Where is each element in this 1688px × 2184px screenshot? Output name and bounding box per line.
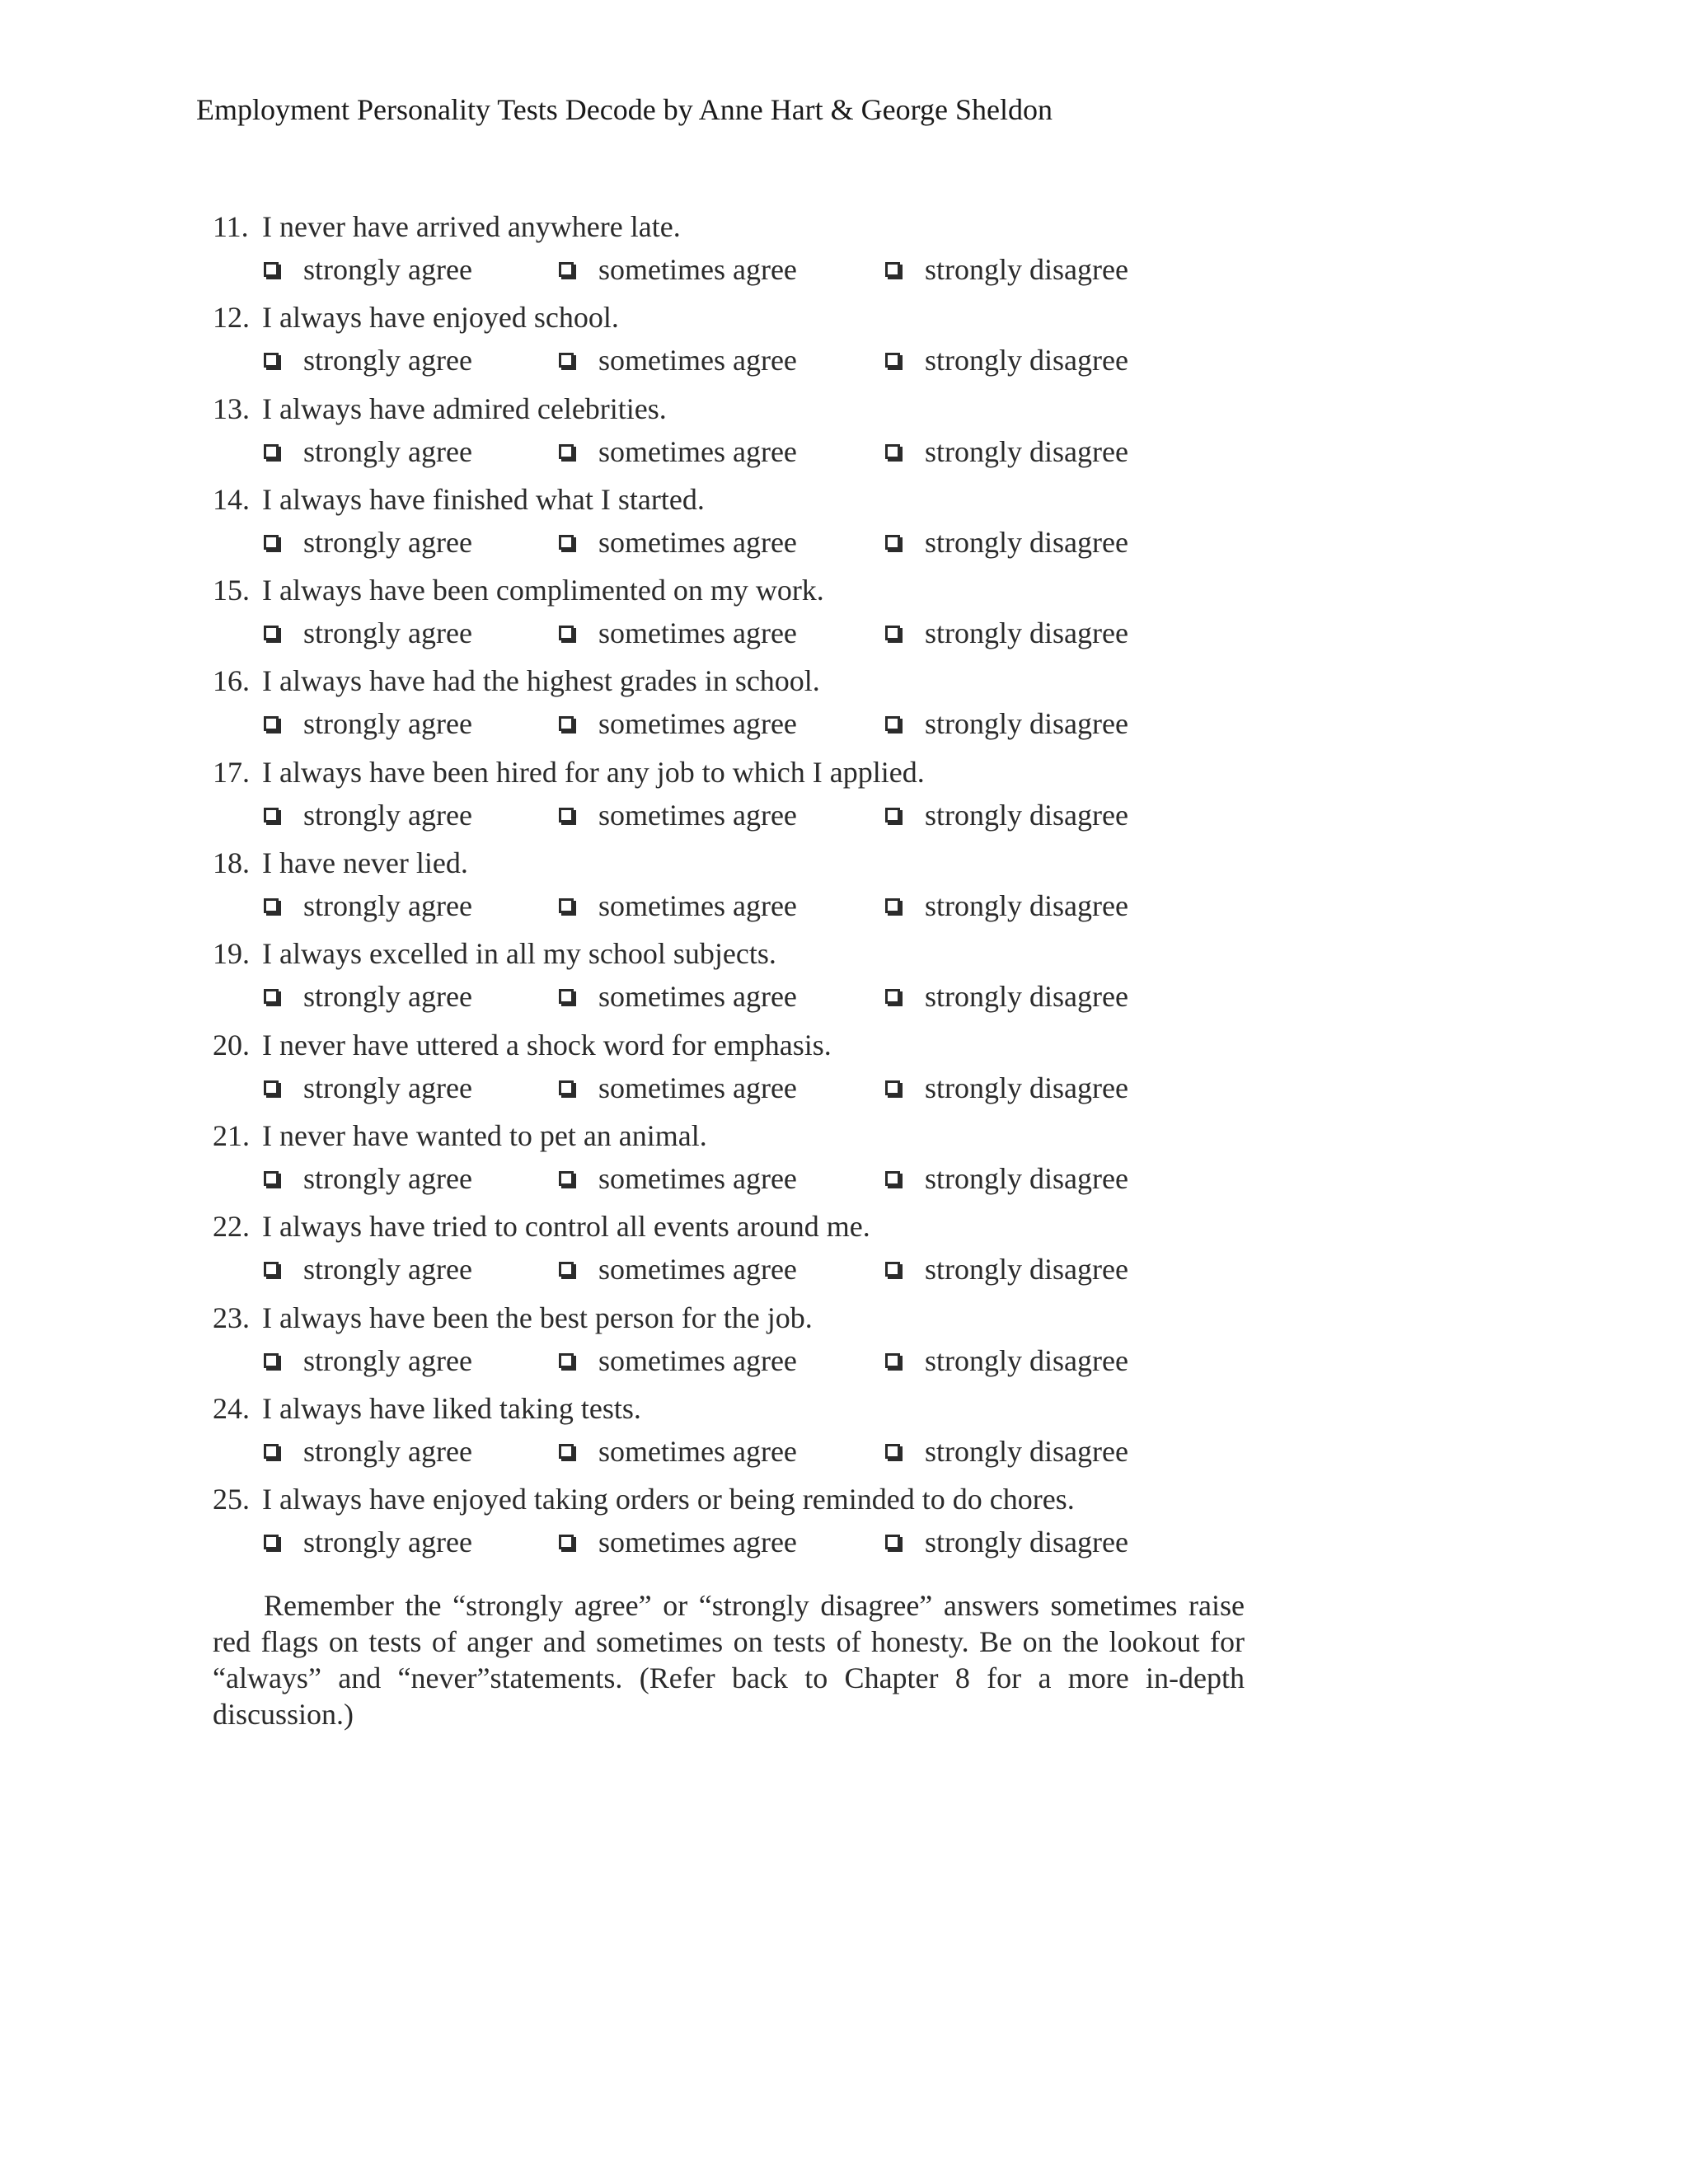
answer-option[interactable] [885,1525,1128,1559]
answer-option[interactable] [885,798,1128,832]
question-statement: I always have enjoyed taking orders or being reminded to do chores. [262,1483,1075,1516]
answer-option[interactable] [559,1252,797,1286]
question-statement: I always have liked taking tests. [262,1391,641,1425]
question-number: 12. [213,301,250,335]
checkbox-icon[interactable] [264,1353,279,1368]
question-number: 20. [213,1028,250,1062]
checkbox-icon[interactable] [885,716,900,731]
answer-options [213,343,1284,379]
answer-option-label: strongly agree [303,1161,472,1195]
question-number: 15. [213,574,250,607]
question-item [213,1297,1284,1388]
question-statement: I always have had the highest grades in school. [262,664,820,698]
checkbox-icon[interactable] [559,262,574,277]
answer-option-label: sometimes agree [598,344,797,377]
checkbox-icon[interactable] [885,989,900,1004]
question-number: 23. [213,1301,250,1334]
checkbox-icon[interactable] [264,898,279,913]
answer-option-label: strongly disagree [925,344,1128,377]
answer-option[interactable] [559,1161,797,1196]
checkbox-icon[interactable] [559,1080,574,1095]
answer-option-label: sometimes agree [598,434,797,468]
checkbox-icon[interactable] [264,1080,279,1095]
checkbox-icon[interactable] [264,1535,279,1549]
answer-option-label: strongly disagree [925,1253,1128,1286]
checkbox-icon[interactable] [264,989,279,1004]
page-header: Employment Personality Tests Decode by Anne Hart & George Sheldon [196,93,1053,126]
checkbox-icon[interactable] [559,1262,574,1277]
answer-options [213,1343,1284,1380]
answer-option[interactable] [885,525,1128,560]
checkbox-icon[interactable] [264,1171,279,1186]
question-number: 19. [213,937,250,971]
answer-option[interactable] [885,434,1128,469]
answer-options [213,525,1284,561]
question-text [213,391,667,426]
answer-option[interactable] [264,252,472,287]
question-text [213,482,705,517]
answer-option[interactable] [559,798,797,832]
answer-option-label: strongly agree [303,616,472,650]
question-statement: I never have wanted to pet an animal. [262,1118,707,1152]
answer-option-label: strongly agree [303,344,472,377]
answer-option[interactable] [264,798,472,832]
question-text [213,755,925,790]
question-text [213,1118,707,1153]
answer-option-label: strongly agree [303,1526,472,1559]
checkbox-icon[interactable] [885,1535,900,1549]
question-item [213,752,1284,842]
checkbox-icon[interactable] [264,535,279,550]
answer-option-label: strongly agree [303,253,472,286]
answer-options [213,616,1284,652]
answer-option[interactable] [264,706,472,741]
question-text [213,1028,832,1062]
question-number: 16. [213,664,250,698]
answer-option-label: strongly disagree [925,889,1128,923]
checkbox-icon[interactable] [885,444,900,459]
answer-option[interactable] [559,434,797,469]
answer-option-label: sometimes agree [598,889,797,923]
answer-option-label: strongly agree [303,798,472,832]
answer-option[interactable] [559,1071,797,1105]
answer-option-label: sometimes agree [598,1526,797,1559]
answer-option[interactable] [559,1343,797,1378]
checkbox-icon[interactable] [559,535,574,550]
answer-option[interactable] [559,979,797,1014]
question-item [213,1206,1284,1296]
checkbox-icon[interactable] [264,353,279,368]
answer-option[interactable] [559,343,797,377]
question-number: 11. [213,210,249,243]
checkbox-icon[interactable] [885,1080,900,1095]
checkbox-icon[interactable] [885,1171,900,1186]
checkbox-icon[interactable] [885,808,900,823]
checkbox-icon[interactable] [885,262,900,277]
answer-option[interactable] [264,525,472,560]
question-text [213,300,619,335]
answer-option[interactable] [264,1161,472,1196]
answer-option-label: strongly agree [303,1071,472,1104]
answer-option[interactable] [264,343,472,377]
question-item [213,297,1284,387]
answer-options [213,888,1284,925]
answer-option-label: strongly disagree [925,1343,1128,1377]
answer-options [213,979,1284,1015]
question-number: 22. [213,1210,250,1244]
checkbox-icon[interactable] [885,535,900,550]
answer-option[interactable] [885,1252,1128,1286]
question-item [213,1115,1284,1206]
checkbox-icon[interactable] [559,1535,574,1549]
answer-option-label: sometimes agree [598,798,797,832]
checkbox-icon[interactable] [559,898,574,913]
checkbox-icon[interactable] [264,444,279,459]
checkbox-icon[interactable] [264,1262,279,1277]
checkbox-icon[interactable] [885,1262,900,1277]
answer-option-label: strongly disagree [925,1434,1128,1468]
answer-option[interactable] [264,888,472,923]
question-statement: I always have been hired for any job to which I applied. [262,755,925,789]
answer-option-label: strongly agree [303,1253,472,1286]
answer-option[interactable] [559,616,797,650]
answer-option-label: strongly disagree [925,434,1128,468]
question-statement: I always excelled in all my school subjects. [262,937,776,971]
question-statement: I never have arrived anywhere late. [262,210,681,243]
question-number: 18. [213,846,250,880]
answer-options [213,1161,1284,1197]
checkbox-icon[interactable] [559,1444,574,1459]
checkbox-icon[interactable] [264,626,279,640]
answer-option[interactable] [885,706,1128,741]
answer-option-label: sometimes agree [598,980,797,1014]
answer-option-label: strongly disagree [925,1161,1128,1195]
answer-option-label: sometimes agree [598,707,797,741]
answer-option-label: strongly disagree [925,616,1128,650]
answer-option[interactable] [885,616,1128,650]
answer-option-label: sometimes agree [598,253,797,286]
answer-option[interactable] [559,706,797,741]
checkbox-icon[interactable] [264,1444,279,1459]
question-statement: I always have been the best person for the job. [262,1301,813,1334]
answer-option[interactable] [559,252,797,287]
question-statement: I always have enjoyed school. [262,301,619,335]
answer-option[interactable] [885,1161,1128,1196]
answer-option[interactable] [885,1071,1128,1105]
question-statement: I always have been complimented on my work. [262,574,824,607]
question-item [213,1388,1284,1479]
answer-option[interactable] [264,1343,472,1378]
answer-option-label: sometimes agree [598,1253,797,1286]
answer-option-label: strongly agree [303,1434,472,1468]
question-text [213,846,468,880]
answer-option[interactable] [885,343,1128,377]
answer-option-label: strongly agree [303,1343,472,1377]
question-number: 24. [213,1391,250,1425]
answer-option-label: strongly agree [303,889,472,923]
checkbox-icon[interactable] [264,262,279,277]
question-number: 21. [213,1118,250,1152]
answer-option[interactable] [885,1434,1128,1469]
checkbox-icon[interactable] [885,353,900,368]
question-text [213,1209,870,1244]
answer-option-label: sometimes agree [598,1343,797,1377]
checkbox-icon[interactable] [885,1444,900,1459]
answer-option-label: sometimes agree [598,525,797,559]
answer-option-label: strongly agree [303,707,472,741]
question-item [213,1479,1284,1569]
question-text [213,1482,1075,1516]
answer-option-label: strongly agree [303,980,472,1014]
question-text [213,573,824,607]
checkbox-icon[interactable] [559,444,574,459]
answer-option[interactable] [885,979,1128,1014]
answer-option[interactable] [264,1071,472,1105]
answer-options [213,1525,1284,1561]
answer-options [213,1434,1284,1470]
answer-option-label: strongly disagree [925,1071,1128,1104]
question-list [213,206,1284,1569]
answer-option-label: strongly disagree [925,798,1128,832]
answer-option-label: sometimes agree [598,1071,797,1104]
question-text [213,209,681,244]
question-item [213,933,1284,1024]
answer-option[interactable] [559,1434,797,1469]
checkbox-icon[interactable] [559,716,574,731]
question-number: 14. [213,482,250,516]
answer-option[interactable] [264,616,472,650]
answer-options [213,434,1284,471]
question-number: 17. [213,755,250,789]
answer-option-label: strongly disagree [925,525,1128,559]
question-statement: I never have uttered a shock word for emphasis. [262,1028,832,1062]
answer-options [213,1252,1284,1288]
answer-option[interactable] [885,1343,1128,1378]
answer-option-label: strongly disagree [925,1526,1128,1559]
question-statement: I always have tried to control all events around me. [262,1210,870,1244]
question-number: 13. [213,391,250,425]
checkbox-icon[interactable] [559,353,574,368]
answer-option[interactable] [885,888,1128,923]
answer-option-label: strongly disagree [925,707,1128,741]
answer-option-label: sometimes agree [598,616,797,650]
answer-option-label: sometimes agree [598,1161,797,1195]
question-item [213,569,1284,660]
closing-paragraph: Remember the “strongly agree” or “strongly disagree” answers sometimes raise red flags on tests of anger and sometimes on tests of honesty. Be on the lookout for “always” and “never”statements. (Refer back to Chapter 8 for a more in-depth discussion.) [213,1589,1245,1731]
checkbox-icon[interactable] [264,716,279,731]
checkbox-icon[interactable] [559,808,574,823]
question-text [213,1391,641,1426]
answer-option-label: strongly agree [303,525,472,559]
answer-option[interactable] [264,1434,472,1469]
checkbox-icon[interactable] [559,989,574,1004]
answer-options [213,706,1284,743]
checkbox-icon[interactable] [559,626,574,640]
question-item [213,479,1284,569]
answer-option[interactable] [559,525,797,560]
answer-option-label: sometimes agree [598,1434,797,1468]
checkbox-icon[interactable] [264,808,279,823]
answer-option[interactable] [264,1525,472,1559]
question-text [213,936,776,971]
answer-option-label: strongly agree [303,434,472,468]
question-item [213,388,1284,479]
checkbox-icon[interactable] [559,1171,574,1186]
question-text [213,663,820,698]
question-text [213,1301,813,1335]
answer-option[interactable] [264,1252,472,1286]
question-statement: I have never lied. [262,846,468,880]
answer-option-label: strongly disagree [925,253,1128,286]
question-statement: I always have admired celebrities. [262,391,667,425]
answer-option[interactable] [559,1525,797,1559]
checkbox-icon[interactable] [559,1353,574,1368]
answer-option[interactable] [264,434,472,469]
question-item [213,660,1284,751]
answer-options [213,252,1284,288]
answer-options [213,1071,1284,1107]
checkbox-icon[interactable] [885,626,900,640]
question-statement: I always have finished what I started. [262,482,705,516]
answer-option-label: strongly disagree [925,980,1128,1014]
checkbox-icon[interactable] [885,898,900,913]
question-item [213,842,1284,933]
question-item [213,1024,1284,1115]
answer-option[interactable] [559,888,797,923]
answer-options [213,798,1284,834]
answer-option[interactable] [885,252,1128,287]
question-item [213,206,1284,297]
question-number: 25. [213,1483,250,1516]
checkbox-icon[interactable] [885,1353,900,1368]
answer-option[interactable] [264,979,472,1014]
